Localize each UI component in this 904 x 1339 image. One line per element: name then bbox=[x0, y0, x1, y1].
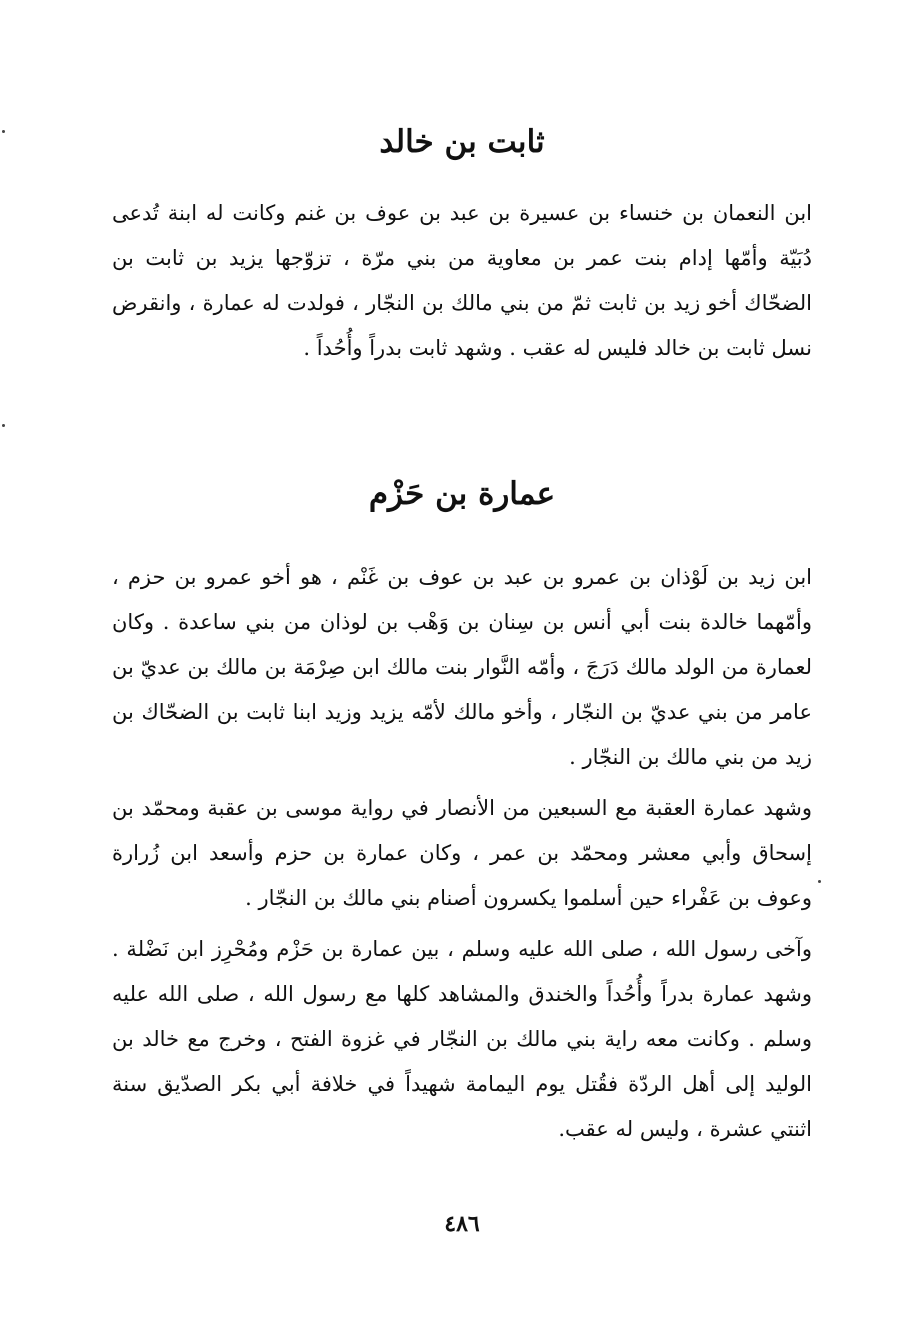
scan-speck bbox=[2, 130, 5, 133]
scan-speck bbox=[818, 880, 821, 883]
section-body-umara bbox=[112, 555, 812, 1152]
paragraph: ابن النعمان بن خنساء بن عسيرة بن عبد بن عوف بن غنم وكانت له ابنة تُدعى دُبَيّة وأمّها إدام بنت عمر بن معاوية من بني مرّة ، تزوّجها يزيد بن ثابت بن الضحّاك أخو زيد بن ثابت ثمّ من بني مالك بن النجّار ، فولدت له عمارة ، وانقرض نسل ثابت بن خالد فليس له عقب . وشهد ثابت بدراً وأُحُداً . bbox=[112, 201, 812, 360]
page-number: ٤٨٦ bbox=[444, 1211, 480, 1237]
section-body-thabit bbox=[112, 191, 812, 371]
scan-speck bbox=[2, 424, 5, 427]
paragraph: وآخى رسول الله ، صلى الله عليه وسلم ، بين عمارة بن حَزْم ومُحْرِز ابن نَضْلة . وشهد عمارة بدراً وأُحُداً والخندق والمشاهد كلها مع رسول الله ، صلى الله عليه وسلم . وكانت معه راية بني مالك بن النجّار في غزوة الفتح ، وخرج مع خالد بن الوليد إلى أهل الردّة فقُتل يوم اليمامة شهيداً في خلافة أبي بكر الصدّيق سنة اثنتي عشرة ، وليس له عقب. bbox=[112, 937, 812, 1141]
paragraph: وشهد عمارة العقبة مع السبعين من الأنصار في رواية موسى بن عقبة ومحمّد بن إسحاق وأبي معشر ومحمّد بن عمر ، وكان عمارة بن حزم وأسعد ابن زُرارة وعوف بن عَفْراء حين أسلموا يكسرون أصنام بني مالك بن النجّار . bbox=[112, 796, 812, 910]
section-title-umara: عمارة بن حَزْم bbox=[368, 476, 556, 512]
paragraph: ابن زيد بن لَوْذان بن عمرو بن عبد بن عوف بن غَنْم ، هو أخو عمرو بن حزم ، وأمّهما خالدة بنت أبي أنس بن سِنان بن وَهْب بن لوذان من بني ساعدة . وكان لعمارة من الولد مالك دَرَجَ ، وأمّه النَّوار بنت مالك ابن صِرْمَة بن مالك بن عديّ بن عامر من بني عديّ بن النجّار ، وأخو مالك لأمّه يزيد وزيد ابنا ثابت بن الضحّاك بن زيد من بني مالك بن النجّار . bbox=[112, 565, 812, 769]
section-title-thabit: ثابت بن خالد bbox=[379, 124, 545, 160]
